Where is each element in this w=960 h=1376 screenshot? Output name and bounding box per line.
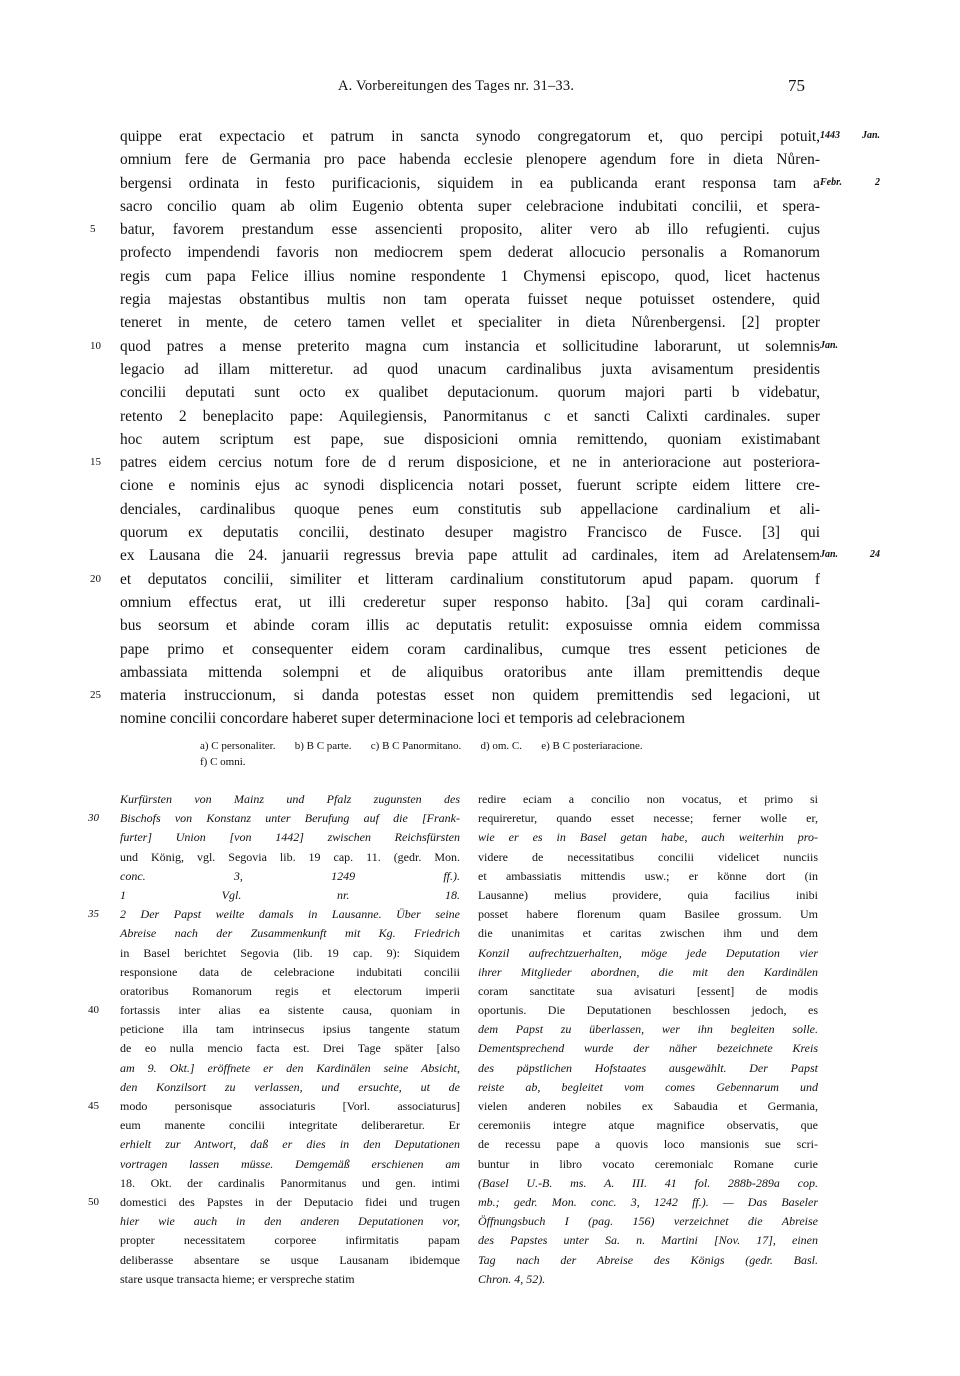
footnote-text: den Konzilsort zu verlassen, und ersuchte, ut de [120,1079,460,1094]
footnote-line [120,1251,460,1270]
text-line [120,428,820,451]
footnote-text: (Basel U.-B. ms. A. III. 41 fol. 288b-289a cop. [478,1175,818,1190]
footnote-line [478,982,818,1001]
footnote-line [478,1001,818,1020]
line-number: 20 [90,572,101,585]
footnote-line [120,1116,460,1135]
line-text: quorum ex deputatis concilii, destinato desuper magistro Francisco de Fusce. [3] qui [120,524,820,542]
footnote-text: oratoribus Romanorum regis et electorum imperii [120,983,460,998]
footnote-line [120,848,460,867]
footnote-text: des Papstes unter Sa. n. Martini [Nov. 17], einen [478,1233,818,1248]
footnote-line [120,1174,460,1193]
footnote-line [478,886,818,905]
footnote-line [120,867,460,886]
text-line [120,148,820,171]
footnote-line [478,1135,818,1154]
text-line [120,241,820,264]
footnote-line [478,1270,818,1289]
footnote-line [120,944,460,963]
footnote-line [478,1155,818,1174]
line-text: denciales, cardinalibus quoque penes eum constitutis sub appellacione cardinalium et ali- [120,500,820,518]
footnote-text: des päpstlichen Hofstaates ausgewählt. Der Papst [478,1060,818,1075]
line-text: bergensi ordinata in festo purificacionis, siquidem in ea publicanda erant responsa tam a [120,174,820,192]
footnote-text: Dementsprechend wurde der näher bezeichnete Kreis [478,1041,818,1056]
line-text: regia majestas obstantibus multis non tam operata fuisset neque potuisset ostendere, quid [120,291,820,309]
footnote-line [120,924,460,943]
text-line [120,288,820,311]
footnote-line [478,1059,818,1078]
footnote-text: wie er es in Basel getan habe, auch weiterhin pro- [478,830,818,845]
text-line [120,544,880,567]
footnote-text: ihrer Mitglieder abordnen, die mit den Kardinälen [478,964,818,979]
line-text: materia instruccionum, si danda potestas esset non quidem premittendis sed legacioni, ut [120,687,820,705]
margin-date-note: Jan. 24 [820,549,880,561]
footnote-text: conc. 3, 1249 ff.). [120,868,460,883]
text-line [90,451,820,474]
footnote-line [120,1059,460,1078]
footnote-text: Bischofs von Konstanz unter Berufung auf die [Frank- [120,811,460,826]
footnote-text: 18. Okt. der cardinalis Panormitanus und gen. intimi [120,1175,460,1190]
footnote-text: domestici des Papstes in der Deputacio fidei und trugen [120,1194,460,1209]
footnote-text: vortragen lassen müsse. Demgemäß erschienen am [120,1156,460,1171]
line-text: bus seorsum et abinde coram illis ac deputatis retulit: exposuisse omnia eidem commissa [120,617,820,635]
footnote-line [478,867,818,886]
main-text [90,125,880,731]
footnote-text: 2 Der Papst weilte damals in Lausanne. Über seine [120,907,460,922]
footnote-text: Konzil aufrechtzuerhalten, möge jede Deputation vier [478,945,818,960]
text-line [120,521,820,544]
line-text: legacio ad illam mitteretur. ad quod unacum cardinalibus juxta avisamentum presidentis [120,360,820,378]
footnote-text: modo personisque associaturis [Vorl. associaturus] [120,1099,460,1113]
footnote-text: requireretur, quando esset necesse; ferner wolle er, [478,811,818,826]
footnote-line [120,828,460,847]
footnote-text: ceremoniis integre atque magnifice observatis, que [478,1118,818,1133]
footnote-line [88,809,460,828]
text-line [90,684,820,707]
line-number: 10 [90,339,101,352]
footnote-line [478,1251,818,1270]
line-number: 45 [88,1100,99,1112]
line-text: et deputatos concilii, similiter et litteram cardinalium constitutorum apud papam. quorum f [120,570,820,588]
footnotes-left-column [88,790,460,1289]
critical-apparatus [200,738,840,770]
footnote-text: coram sanctitate sua avisaturi [essent] de modis [478,983,818,998]
text-line [120,381,820,404]
footnote-text: Lausanne) melius providere, quia facilius inibi [478,887,818,902]
footnote-line [478,1174,818,1193]
line-number: 35 [88,908,99,921]
line-text: pape primo et consequenter eidem coram cardinalibus, cumque tres essent peticiones de [120,640,820,658]
footnote-line [120,963,460,982]
footnote-text: Chron. 4, 52). [478,1271,546,1286]
text-line [120,172,880,195]
footnote-line [120,1135,460,1154]
footnote-line [478,963,818,982]
text-line [120,591,820,614]
text-line [120,498,820,521]
line-number: 30 [88,812,99,825]
footnote-line [478,944,818,963]
apparatus-line: f) C omni. [200,756,246,768]
page-number: 75 [788,76,805,95]
footnote-line [478,790,818,809]
line-number: 40 [88,1004,99,1017]
footnote-text: eum manente concilii integritate deliberaretur. Er [120,1118,460,1133]
line-text: concilii deputati sunt octo ex qualibet deputacionum. quorum majori parti b videbatur, [120,384,820,402]
line-text: omnium fere de Germania pro pace habenda ecclesie plenopere agendum fore in dieta Nůren- [120,151,820,169]
footnote-line [478,1193,818,1212]
footnote-text: et ambassiatis mittendis usw.; er könne dort (in [478,868,818,883]
footnote-line [478,1039,818,1058]
footnote-text: buntur in libro vocato ceremonialc Romane curie [478,1156,818,1171]
line-number: 15 [90,456,101,469]
line-text: teneret in mente, de cetero tamen vellet et specialiter in dieta Nůrenbergensi. [2] propter [120,314,820,332]
text-line [120,614,820,637]
footnote-text: furter] Union [von 1442] zwischen Reichsfürsten [120,830,460,845]
footnote-line [478,1212,818,1231]
line-text: retento 2 beneplacito pape: Aquilegiensis, Panormitanus c et sancti Calixti cardinales. super [120,407,820,425]
footnote-text: fortassis inter alias ea sistente causa, quoniam in [120,1003,460,1018]
footnote-text: deliberasse absentare se usque Lausanam ibidemque [120,1252,460,1267]
text-line [90,568,820,591]
footnote-line [478,1097,818,1116]
footnote-line [88,1097,460,1116]
footnote-text: posset habere florenum quam Basilee grossum. Um [478,907,818,922]
footnote-line [478,1078,818,1097]
line-number: 5 [90,223,96,236]
line-text: quod patres a mense preterito magna cum instancia et sollicitudine laborarunt, ut solemnis [120,337,820,355]
line-text: cione e nominis ejus ac synodi displicencia notari posset, fuerunt scripte eidem littere cre- [120,477,820,495]
margin-date-note: Jan. [820,339,839,351]
text-line [120,405,820,428]
footnote-line [478,1020,818,1039]
footnote-line [478,828,818,847]
footnote-text: 1 Vgl. nr. 18. [120,887,460,902]
footnote-line [88,905,460,924]
footnote-text: hier wie auch in den anderen Deputationen vor, [120,1214,460,1229]
margin-date-note: 1443 Jan. [820,130,880,141]
footnote-line [88,1193,460,1212]
text-line [120,707,820,730]
footnote-line [478,809,818,828]
footnote-text: in Basel berichtet Segovia (lib. 19 cap. 9): Siquidem [120,945,460,960]
running-header [0,78,960,100]
footnote-text: Tag nach der Abreise des Königs (gedr. Basl. [478,1252,818,1267]
footnote-line [478,924,818,943]
text-line [120,265,820,288]
text-line [120,358,820,381]
footnote-text: Kurfürsten von Mainz und Pfalz zugunsten des [120,792,460,806]
footnote-text: mb.; gedr. Mon. conc. 3, 1242 ff.). — Das Baseler [478,1194,818,1209]
footnote-text: reiste ab, begleitet vom comes Gebennarum und [478,1079,818,1094]
footnote-text: Abreise nach der Zusammenkunft mit Kg. Friedrich [120,926,460,941]
line-number: 25 [90,689,101,702]
text-line [120,125,880,148]
footnote-line [120,1078,460,1097]
footnote-text: die unanimitas et caritas zwischen ihm und dem [478,926,818,941]
footnote-text: peticione illa tam intrinsecus ipsius tangente statum [120,1022,460,1037]
footnote-line [120,790,460,809]
line-text: patres eidem cercius notum fore de d rerum disposicione, et ne in anterioracione aut posteriora- [120,454,820,472]
footnotes-right-column [478,790,818,1289]
margin-date-note: Febr. 2 [820,176,880,188]
footnote-text: am 9. Okt.] eröffnete er den Kardinälen seine Absicht, [120,1060,460,1075]
text-line [120,474,820,497]
footnote-line [478,1231,818,1250]
footnote-text: vielen anderen nobiles ex Sabaudia et Germania, [478,1099,818,1113]
footnote-text: und König, vgl. Segovia lib. 19 cap. 11. (gedr. Mon. [120,849,460,864]
footnote-text: oportunis. Die Deputationen beschlossen jedoch, es [478,1003,818,1018]
footnote-line [120,1020,460,1039]
line-text: sacro concilio quam ab olim Eugenio obtenta super celebracione indubitati concilii, et spera- [120,197,820,215]
line-text: hoc autem scriptum est pape, sue disposicioni omnia remittendo, quoniam existimabant [120,430,820,448]
footnote-line [478,848,818,867]
footnote-line [478,905,818,924]
line-text: omnium effectus erat, ut illi crederetur super responso habito. [3a] qui coram cardinali- [120,593,820,611]
line-text: batur, favorem prestandum esse assencienti proposito, aliter vero ab illo refugienti. cujus [120,221,820,239]
text-line [120,661,820,684]
apparatus-line: a) C personaliter. b) B C parte. c) B C Panormitano. d) om. C. e) B C posteriaracione. [200,740,643,752]
footnote-text: Öffnungsbuch I (pag. 156) verzeichnet die Abreise [478,1214,818,1229]
footnote-line [120,1039,460,1058]
line-text: regis cum papa Felice illius nomine respondente 1 Chymensi episcopo, quod, licet hactenus [120,267,820,285]
text-line [90,218,820,241]
line-text: profecto impendendi favoris non mediocrem spem dederat allocucio personalis a Romanorum [120,244,820,262]
footnote-text: redire eciam a concilio non vocatus, et primo si [478,792,818,806]
line-text: nomine concilii concordare haberet super determinacione loci et temporis ad celebracionem [120,710,685,728]
footnote-line [120,1270,460,1289]
footnote-line [478,1116,818,1135]
footnote-text: de eo nulla mencio facta est. Drei Tage später [also [120,1041,460,1056]
running-title: A. Vorbereitungen des Tages nr. 31–33. [338,78,575,94]
text-line [120,638,820,661]
footnote-text: propter necessitatem corporee infirmitatis papam [120,1233,460,1248]
line-number: 50 [88,1195,99,1208]
text-line [120,195,820,218]
footnote-line [120,1155,460,1174]
footnote-line [120,982,460,1001]
footnote-line [120,886,460,905]
footnote-text: dem Papst zu überlassen, wer ihn begleiten solle. [478,1022,818,1037]
line-text: quippe erat expectacio et patrum in sancta synodo congregatorum et, quo percipi potuit, [120,128,820,145]
footnote-line [120,1212,460,1231]
footnote-text: videre de necessitatibus concilii videlicet nunciis [478,849,818,864]
text-line [120,311,820,334]
footnote-line [120,1231,460,1250]
line-text: ex Lausana die 24. januarii regressus brevia pape attulit ad cardinales, item ad Arelatensem [120,547,820,565]
footnote-text: erhielt zur Antwort, daß er dies in den Deputationen [120,1137,460,1152]
text-line [90,335,839,358]
line-text: ambassiata mittenda solempni et de aliquibus oratoribus ante illam premittendis deque [120,663,820,681]
footnote-text: stare usque transacta hieme; er verspreche statim [120,1271,355,1286]
footnote-text: de recessu pape a quovis loco mansionis sue scri- [478,1137,818,1152]
footnote-line [88,1001,460,1020]
footnote-text: responsione data de celebracione indubitati concilii [120,964,460,979]
